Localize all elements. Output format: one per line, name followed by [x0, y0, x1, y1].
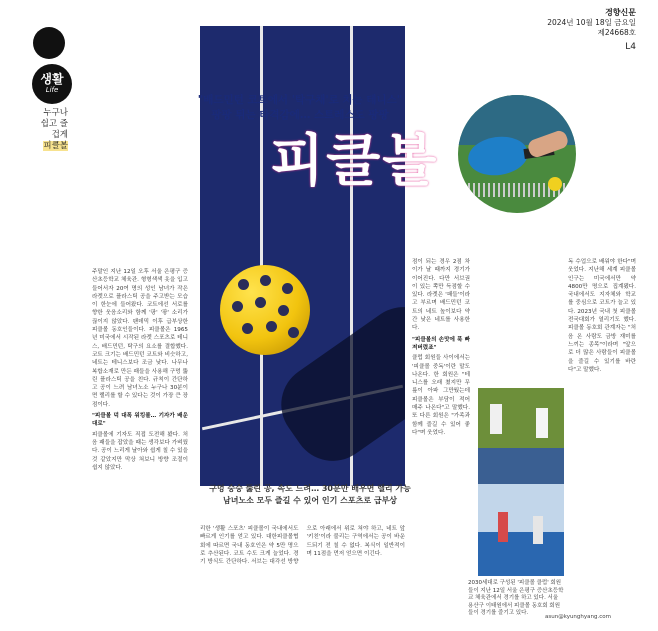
- section-sub: Life: [45, 86, 59, 94]
- newspaper-name: 경향신문: [605, 8, 636, 17]
- section-tagline: [38, 108, 68, 152]
- article-column-2: [200, 525, 405, 620]
- reporter-email: asun@kyunghyang.com: [545, 614, 611, 620]
- players-photo-1: [478, 388, 564, 484]
- article-column-3: [412, 258, 470, 623]
- paddle-photo: [458, 95, 576, 213]
- tagline-text: 누구나 쉽고 즐겁게: [40, 108, 68, 140]
- article-column-4: [568, 258, 636, 603]
- section-badge: [32, 64, 72, 104]
- section-dot-icon: [33, 27, 65, 59]
- publication-date: 2024년 10월 18일 금요일: [547, 18, 636, 27]
- issue-number: 제24668호: [597, 28, 636, 37]
- article-headline: 피클볼: [270, 129, 439, 194]
- section-name: 생활: [40, 72, 64, 86]
- article-kicker: [150, 93, 450, 123]
- col1-subhead: "피클볼 덕 대폭 워킹볼… 기자가 배운대로": [92, 413, 188, 428]
- tagline-highlight: 피클볼: [43, 141, 68, 151]
- col1b-text: 피클볼에 기자도 직접 도전해 봤다. 처음 패들을 잡았을 때는 생각보다 가벼웠다. 공이 느리게 날아와 쉽게 칠 수 있을 것 같았지만 막상 쳐보니 방향 조절이 쉽지 않았다.: [92, 431, 188, 471]
- page-header: [547, 8, 636, 52]
- kicker-line-2: 팡팡 튀는 타격감에… 스트레스도 팡팡: [211, 109, 389, 121]
- col2-text: 리한 '생활 스포츠' 피클볼이 국내에서도 빠르게 인기를 얻고 있다. 대한피클볼협회에 따르면 국내 동호인은 약 5만 명으로 추산된다. 코트 수도 크게 늘었다. 경기 방식도 간단하다. 서브는 대각선 방향으로 아래에서 위로 쳐야 하고, 네트 앞 '키친'이라 불리는 구역에서는 공이 바운드되기 전 칠 수 없다. 복식이 일반적이며 11점을 먼저 얻으면 이긴다.: [200, 526, 405, 566]
- players-photo-2: [478, 484, 564, 576]
- pickleball-icon: [220, 265, 310, 355]
- page-number: L4: [625, 42, 636, 52]
- graphic-caption: 구멍 숭숭 뚫린 공, 속도 느려… 30분만 배우면 랠리 가능 남녀노소 모두 즐길 수 있어 인기 스포츠로 급부상: [209, 484, 411, 505]
- col3-text: 점이 되는 경우 2점 차이가 날 때까지 경기가 이어진다. 다만 서브권이 있는 쪽만 득점할 수 있다. 라켓은 '패들'이라고 부르며 배드민턴 코트의 네트 높이보다 약간 낮은 네트를 사용한다.: [412, 259, 470, 332]
- article-column-1: [92, 268, 188, 618]
- col4-text: 독 수업으로 배워야 한다"며 웃었다. 지난해 세계 피클볼 인구는 미국에서만 약 4800만 명으로 집계됐다. 국내에서도 지자체와 학교를 중심으로 코트가 늘고 있다. 2023년 국내 첫 피클볼 전국대회가 열리기도 했다. 피클볼 동호회 관계자는 "처음 온 사람도 금방 재미를 느끼는 종목"이라며 "앞으로 더 많은 사람들이 피클볼을 즐길 수 있기를 바란다"고 말했다.: [568, 259, 636, 373]
- col3-subhead: "피클볼의 손맛에 푹 빠져버렸죠": [412, 336, 470, 351]
- col3b-text: 클럽 회원들 사이에서는 '피클볼 중독'이란 말도 나온다. 한 회원은 "테니스를 오래 쳤지만 무릎이 아파 그만뒀는데 피클볼은 부담이 적어 매주 나온다"고 말했다. 또 다른 회원은 "가족과 함께 즐길 수 있어 좋다"며 웃었다.: [412, 355, 470, 436]
- photo-caption: 2030세대로 구성된 '피클볼 클럽' 회원들이 지난 12일 서울 은평구 증산초등학교 체육관에서 경기를 하고 있다. 서울 용산구 이태원에서 피클볼 동호회 회원들이 경기를 즐기고 있다.: [468, 580, 564, 616]
- kicker-line-1: "배드민턴 코트에서 '탁구채'로 치는 테니스": [197, 94, 403, 106]
- col1-text: 주말인 지난 12일 오후 서울 은평구 증산초등학교 체육관. 형형색색 옷을 입고 들어서자 20여 명의 성인 남녀가 작은 라켓으로 플라스틱 공을 주고받는 모습이 한눈에 들어왔다. 코트에선 서로를 향한 웃음소리와 함께 '팡' '팡' 소리가 끊이지 않았다. 팬데믹 이후 급부상한 피클볼 동호인들이다. 피클볼은 1965년 미국에서 시작된 라켓 스포츠로 테니스, 배드민턴, 탁구의 요소를 결합했다. 코트 크기는 배드민턴 코트와 비슷하고, 네트는 테니스보다 조금 낮다. 나무나 복합소재로 만든 패들을 사용해 구멍 뚫린 플라스틱 공을 친다. 규칙이 간단하고 공이 느려 남녀노소 누구나 30분이면 랠리를 할 수 있다는 것이 가장 큰 장점이다.: [92, 269, 188, 408]
